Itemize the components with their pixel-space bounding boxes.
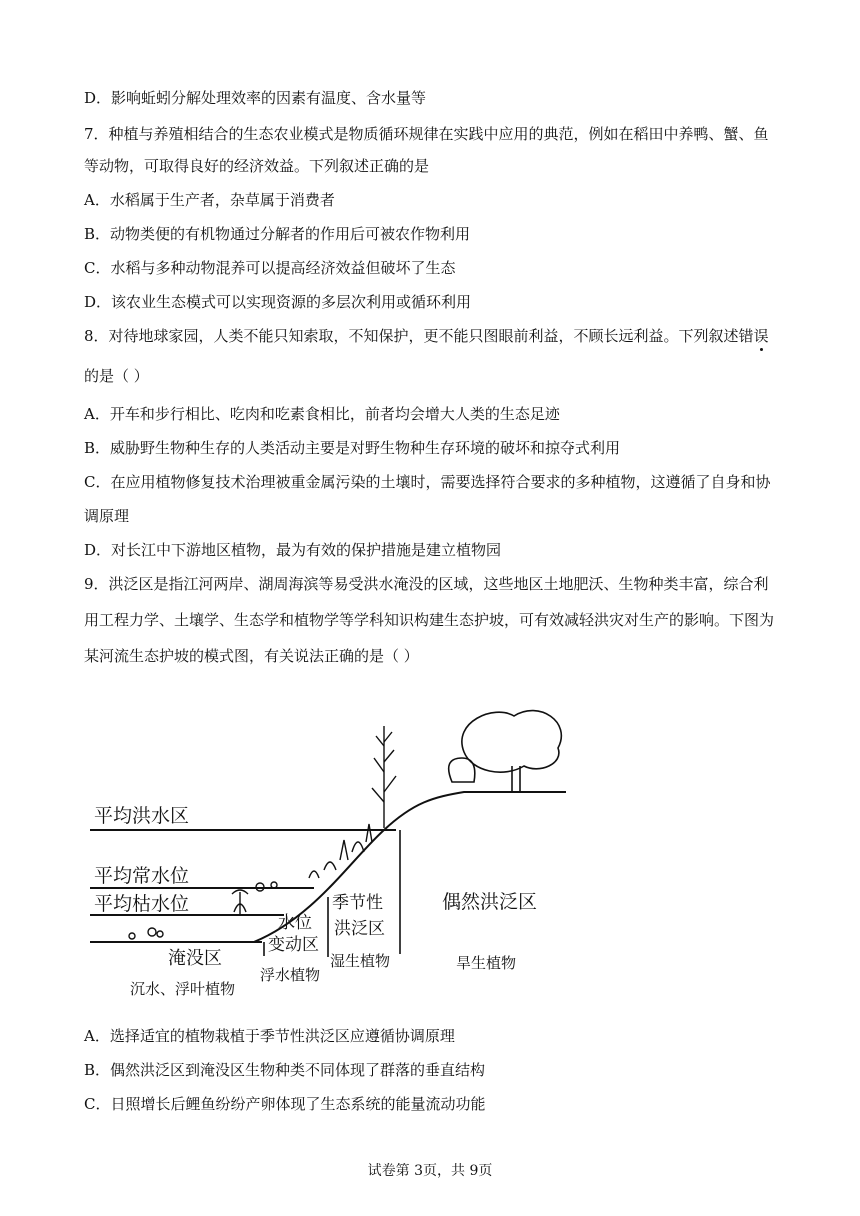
label-flooded-zone: 淹没区	[168, 948, 222, 969]
label-dry-plants: 旱生植物	[456, 954, 517, 972]
q8-option-d: D．对长江中下游地区植物，最为有效的保护措施是建立植物园	[84, 541, 502, 559]
q7-option-c: C．水稻与多种动物混养可以提高经济效益但破坏了生态	[84, 259, 456, 277]
label-wet-plants: 湿生植物	[330, 952, 391, 970]
label-occasional-zone: 偶然洪泛区	[442, 891, 538, 913]
floating-plants-icon	[232, 882, 277, 914]
q9-option-a: A．选择适宜的植物栽植于季节性洪泛区应遵循协调原理	[84, 1027, 455, 1045]
q9-option-c: C．日照增长后鲤鱼纷纷产卵体现了生态系统的能量流动功能	[84, 1095, 486, 1113]
q7-option-d: D．该农业生态模式可以实现资源的多层次利用或循环利用	[84, 293, 472, 311]
q9-option-b: B．偶然洪泛区到淹没区生物种类不同体现了群落的垂直结构	[84, 1061, 486, 1079]
label-flood-area: 平均洪水区	[94, 805, 190, 827]
label-water-change-2: 变动区	[268, 935, 319, 955]
tree-icon	[449, 711, 562, 792]
q9-stem-line-3: 某河流生态护坡的模式图，有关说法正确的是（ ）	[84, 647, 419, 665]
q7-stem-line-2: 等动物，可取得良好的经济效益。下列叙述正确的是	[84, 157, 430, 175]
label-seasonal-2: 洪泛区	[334, 919, 385, 939]
q7-option-b: B．动物类便的有机物通过分解者的作用后可被农作物利用	[84, 225, 471, 243]
q9-stem-line-1: 9．洪泛区是指江河两岸、湖周海滨等易受洪水淹没的区域，这些地区土地肥沃、生物种类丰富，综合利	[84, 575, 769, 593]
q8-option-a: A．开车和步行相比、吃肉和吃素食相比，前者均会增大人类的生态足迹	[84, 405, 560, 423]
q8-option-c-line-1: C．在应用植物修复技术治理被重金属污染的土壤时，需要选择符合要求的多种植物，这遵循了自身和协	[84, 473, 771, 491]
q8-option-b: B．威胁野生物种生存的人类活动主要是对野生物种生存环境的破坏和掠夺式利用	[84, 439, 621, 457]
q8-option-c-line-2: 调原理	[84, 507, 130, 525]
submerged-plants-icon	[129, 928, 163, 939]
q7-stem-line-1: 7．种植与养殖相结合的生态农业模式是物质循环规律在实践中应用的典范，例如在稻田中养鸭、蟹、鱼	[84, 125, 769, 143]
q7-option-a: A．水稻属于生产者，杂草属于消费者	[84, 191, 335, 209]
q8-emphasis-char: 误	[753, 327, 769, 345]
page-footer: 试卷第 3页，共 9页	[367, 1163, 493, 1179]
q6-option-d: D．影响蚯蚓分解处理效率的因素有温度、含水量等	[84, 89, 427, 107]
label-low-level: 平均枯水位	[94, 893, 190, 915]
label-seasonal-1: 季节性	[332, 893, 383, 913]
q8-stem-line-2: 的是（ ）	[84, 367, 149, 385]
label-submerged-plants: 沉水、浮叶植物	[130, 980, 236, 998]
q8-stem-text: 8．对待地球家园，人类不能只知索取，不知保护，更不能只图眼前利益，不顾长远利益。下列叙述错	[84, 327, 754, 345]
label-floating-plants: 浮水植物	[260, 966, 321, 984]
q9-stem-line-2: 用工程力学、土壤学、生态学和植物学等学科知识构建生态护坡，可有效减轻洪灾对生产的影响。下图为	[84, 611, 775, 629]
label-normal-level: 平均常水位	[94, 865, 190, 887]
label-water-change-1: 水位	[278, 913, 312, 933]
bare-tree-icon	[372, 726, 396, 828]
riverbank-diagram	[84, 702, 574, 1002]
q8-stem-line-1	[84, 326, 769, 346]
